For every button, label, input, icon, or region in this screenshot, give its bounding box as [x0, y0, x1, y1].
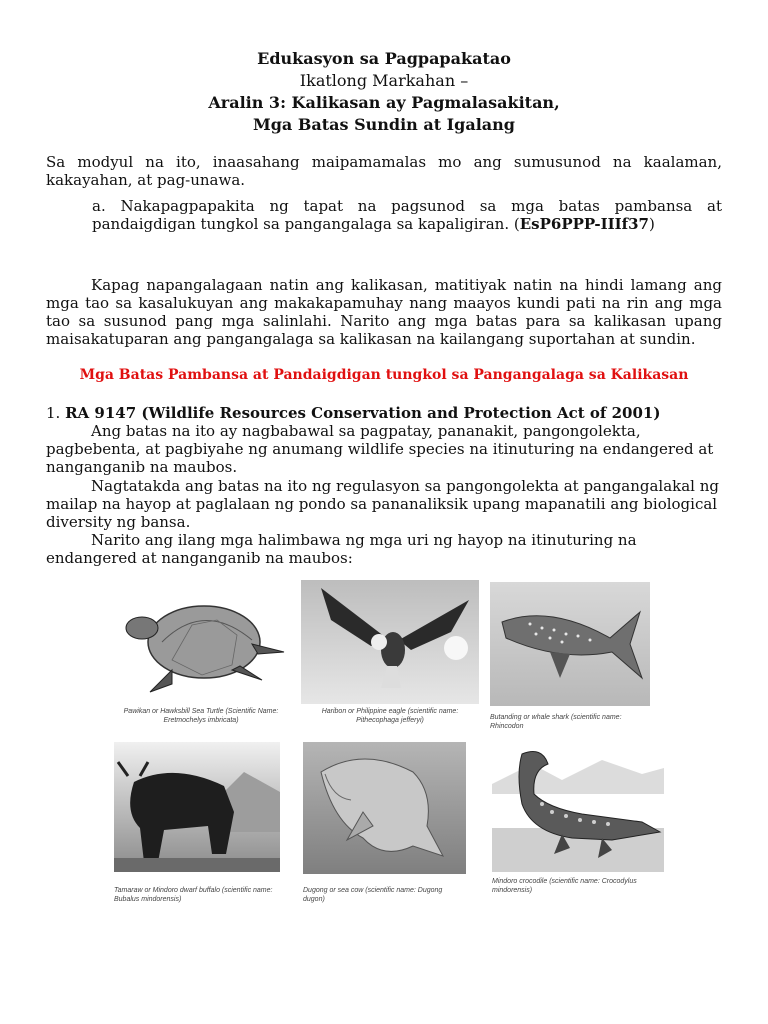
- whaleshark-caption: Butanding or whale shark (scientific name: Rhincodon: [490, 714, 622, 730]
- law1-paragraph1: Ang batas na ito ay nagbabawal sa pagpatay, pananakit, pangongolekta, pagbebenta, at pagbiyahe ng anumang wildlife species na itinuturing na endangered at nanganganib na maubos.: [46, 422, 714, 476]
- eagle-caption: Haribon or Philippine eagle (scientific name: Pithecophaga jefferyi): [321, 708, 459, 724]
- eagle-image: [301, 580, 479, 704]
- paragraph-kalikasan: Kapag napangalagaan natin ang kalikasan, matitiyak natin na hindi lamang ang mga tao sa kasalukuyan ang makakapamuhay nang maayos kundi pati na rin ang mga tao sa susunod pang mga salinlahi. Narito ang mga batas para sa kalikasan upang maisakatuparan ang pangangalaga sa kalikasan na kailangang suportahan at sundin.: [46, 276, 722, 348]
- intro-paragraph: Sa modyul na ito, inaasahang maipamamalas mo ang sumusunod na kaalaman, kakayahan, at pag-unawa.: [46, 153, 722, 189]
- tamaraw-image: [114, 742, 280, 872]
- law1-heading: [46, 404, 722, 422]
- whaleshark-image: [490, 582, 650, 706]
- quarter-title: Ikatlong Markahan –: [299, 71, 469, 90]
- crocodile-caption: Mindoro crocodile (scientific name: Crocodylus mindorensis): [492, 878, 637, 894]
- tamaraw-caption: Tamaraw or Mindoro dwarf buffalo (scientific name: Bubalus mindorensis): [114, 887, 273, 903]
- dugong-image: [303, 742, 466, 874]
- section-heading: Mga Batas Pambansa at Pandaigdigan tungkol sa Pangangalaga sa Kalikasan: [79, 367, 689, 383]
- title-block: [0, 48, 768, 136]
- subject-title: Edukasyon sa Pagpapakatao: [257, 49, 511, 68]
- lesson-title-line1: Aralin 3: Kalikasan ay Pagmalasakitan,: [208, 93, 560, 112]
- lesson-title-line2: Mga Batas Sundin at Igalang: [253, 115, 515, 134]
- crocodile-image: [492, 744, 664, 872]
- objective-code: EsP6PPP-IIIf37: [519, 215, 649, 233]
- law1-paragraph2: Nagtatakda ang batas na ito ng regulasyon sa pangongolekta at pangangalakal ng mailap na hayop at paglalaan ng pondo sa pananaliksik upang mapanatili ang biological diversity ng bansa.: [46, 477, 720, 531]
- objective-paragraph: [92, 197, 722, 233]
- dugong-caption: Dugong or sea cow (scientific name: Dugong dugon): [303, 887, 443, 903]
- objective-close: ): [648, 215, 655, 233]
- turtle-caption: Pawikan or Hawksbill Sea Turtle (Scientific Name: Eretmochelys imbricata): [123, 708, 279, 724]
- objective-text: a. Nakapagpapakita ng tapat na pagsunod sa mga batas pambansa at pandaigdigan tungkol sa pangangalaga sa kapaligiran. (: [92, 197, 722, 233]
- law1-paragraph3: Narito ang ilang mga halimbawa ng mga uri ng hayop na itinuturing na endangered at nanganganib na maubos:: [46, 531, 637, 567]
- law1-number: 1.: [46, 404, 61, 422]
- law1-title: RA 9147 (Wildlife Resources Conservation and Protection Act of 2001): [65, 404, 661, 422]
- turtle-image: [112, 580, 290, 704]
